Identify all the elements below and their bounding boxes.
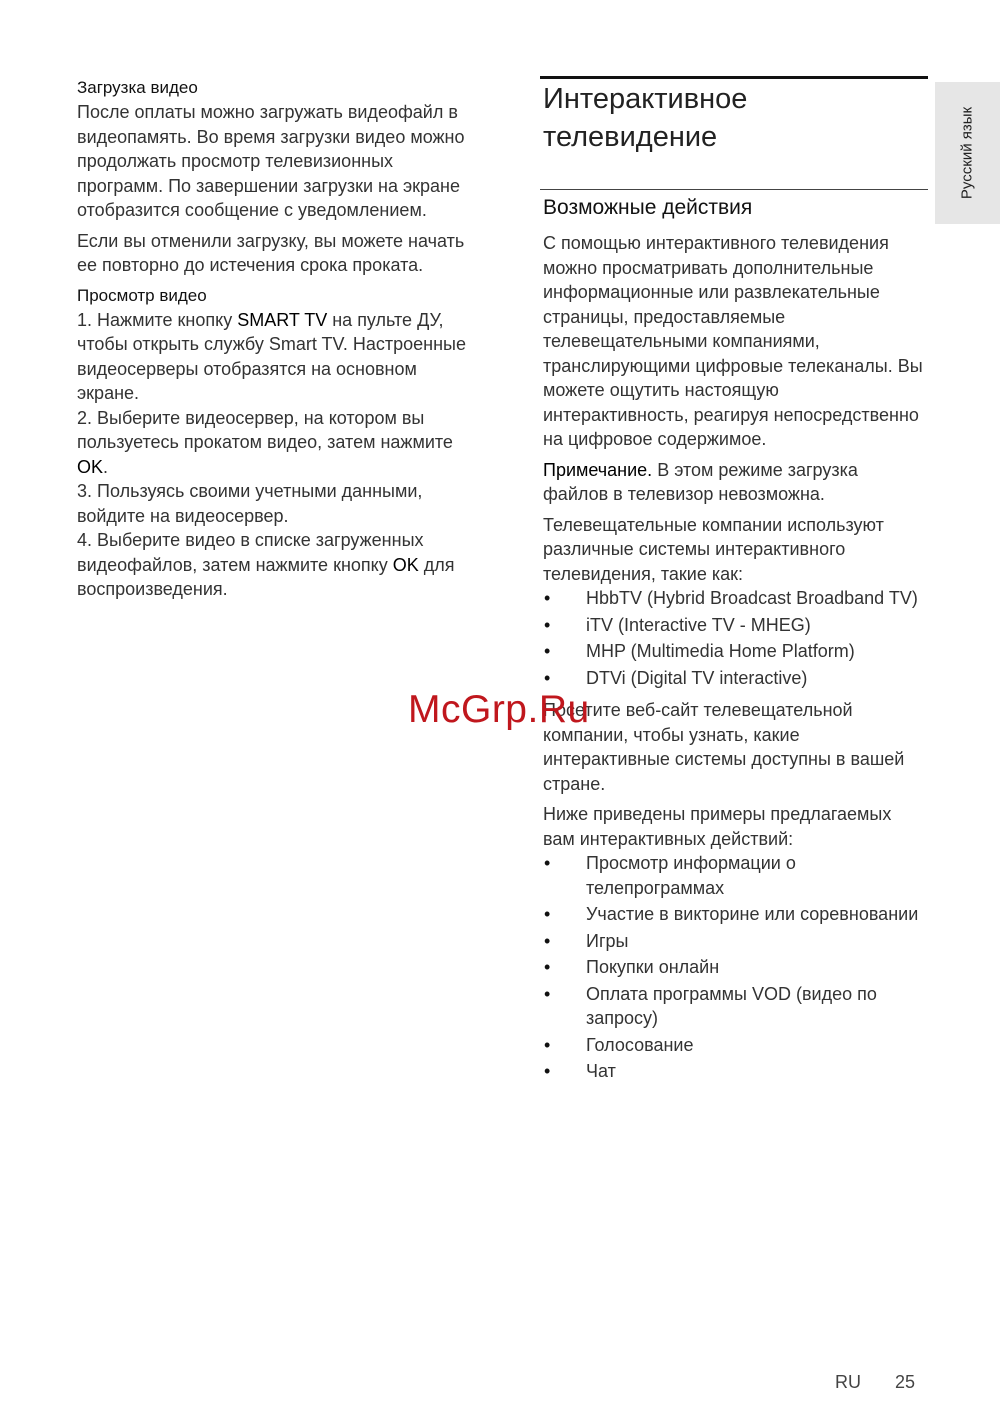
- list-item: • DTVi (Digital TV interactive): [543, 666, 928, 691]
- actions-list: [543, 851, 928, 1084]
- download-video-heading: Загрузка видео: [77, 78, 198, 97]
- bullet-icon: •: [544, 1034, 551, 1055]
- list-item: • HbbTV (Hybrid Broadcast Broadband TV): [543, 586, 928, 611]
- actions-intro: Ниже приведены примеры предлагаемых вам интерактивных действий:: [543, 804, 892, 849]
- note-paragraph: Примечание. В этом режиме загрузка файлов в телевизор невозможна.: [543, 459, 858, 504]
- language-side-tab: [935, 82, 1000, 224]
- bullet-icon: •: [544, 641, 551, 661]
- bullet-icon: •: [544, 1061, 551, 1081]
- ok-key: OK: [77, 456, 104, 477]
- bullet-icon: •: [544, 614, 551, 635]
- systems-list: [543, 586, 928, 690]
- download-paragraph-2: Если вы отменили загрузку, вы можете начать ее повторно до истечения срока проката.: [77, 230, 465, 275]
- bullet-icon: •: [544, 667, 551, 688]
- list-item: • Оплата программы VOD (видео по запросу): [544, 983, 877, 1028]
- list-item: • Участие в викторине или соревновании: [543, 902, 928, 927]
- view-step-4: 4. Выберите видео в списке загруженных видеофайлов, затем нажмите кнопку OK для воспроизведения.: [77, 530, 455, 599]
- list-item: • Игры: [543, 929, 928, 954]
- bullet-icon: •: [544, 957, 551, 977]
- view-step-1: 1. Нажмите кнопку SMART TV на пульте ДУ, чтобы открыть службу Smart TV. Настроенные видеосерверы отобразятся на основном экране.: [77, 309, 466, 403]
- title-top-rule: [540, 76, 928, 79]
- watermark: McGrp.Ru: [408, 688, 590, 731]
- ok-key: OK: [392, 554, 419, 575]
- intro-paragraph: С помощью интерактивного телевидения можно просматривать дополнительные информационные или развлекательные страницы, предоставляемые телевещательными компаниями, транслирующими цифровые телеканалы. Вы можете ощутить настоящую интерактивность, реагируя непосредственно на цифровое содержимое.: [543, 233, 923, 449]
- bullet-icon: •: [544, 930, 551, 951]
- list-item: • Голосование: [543, 1033, 928, 1058]
- bullet-icon: •: [544, 983, 551, 1004]
- page-number: 25: [895, 1372, 916, 1392]
- title-bottom-rule: [540, 189, 928, 190]
- list-item: • Чат: [543, 1059, 928, 1084]
- note-label: Примечание.: [543, 459, 653, 480]
- list-item: • iTV (Interactive TV - MHEG): [543, 613, 928, 638]
- left-column: [77, 76, 477, 602]
- list-item: • Покупки онлайн: [543, 955, 928, 980]
- footer-language: RU: [835, 1372, 861, 1392]
- language-tab-label: Русский язык: [958, 106, 976, 200]
- view-video-heading: Просмотр видео: [77, 285, 207, 305]
- list-item: • Просмотр информации о телепрограммах: [544, 853, 796, 898]
- section-title: Интерактивное телевидение: [543, 83, 748, 153]
- systems-intro: Телевещательные компании используют различные системы интерактивного телевидения, такие как:: [543, 514, 884, 584]
- view-step-2: 2. Выберите видеосервер, на котором вы пользуетесь прокатом видео, затем нажмите OK.: [77, 407, 453, 477]
- bullet-icon: •: [544, 588, 551, 608]
- list-item: • MHP (Multimedia Home Platform): [543, 639, 928, 664]
- view-step-3: 3. Пользуясь своими учетными данными, войдите на видеосервер.: [77, 481, 423, 526]
- section-subtitle: Возможные действия: [543, 196, 753, 219]
- visit-website-paragraph: Посетите веб-сайт телевещательной компании, чтобы узнать, какие интерактивные системы доступны в вашей стране.: [543, 700, 905, 794]
- bullet-icon: •: [544, 853, 551, 873]
- bullet-icon: •: [544, 904, 551, 924]
- right-column-body: [543, 231, 928, 1086]
- smart-tv-key: SMART TV: [237, 309, 328, 330]
- download-paragraph-1: После оплаты можно загружать видеофайл в видеопамять. Во время загрузки видео можно продолжать просмотр телевизионных программ. По завершении загрузки на экране отобразится сообщение с уведомлением.: [77, 102, 465, 220]
